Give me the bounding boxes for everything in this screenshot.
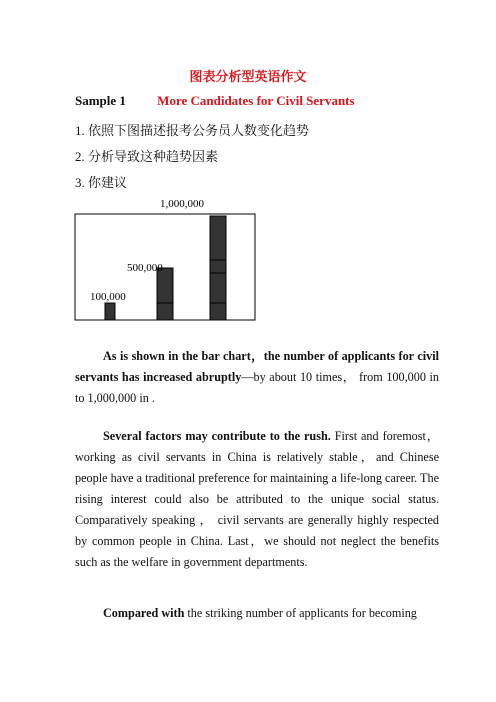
list-item: 1. 依照下图描述报考公务员人数变化趋势 [75,123,310,138]
document-title: 图表分析型英语作文 [189,69,307,84]
sample-title: More Candidates for Civil Servants [157,93,355,108]
list-item: 2. 分析导致这种趋势因素 [75,149,219,164]
bar [210,216,226,320]
paragraph-2-lead: Several factors may contribute to the rush. [103,429,331,443]
paragraph-1 [75,346,439,409]
data-label: 500,000 [127,262,163,274]
paragraph-3 [75,603,439,624]
sample-label: Sample 1 [75,93,126,108]
bar [105,303,115,320]
bar [157,268,173,320]
paragraph-3-lead: Compared with [103,606,185,620]
data-label: 1,000,000 [160,198,204,210]
paragraph-1-body: —by about 10 times， from 100,000 in to 1,000,000 in . [75,370,440,405]
data-label: 100,000 [90,291,126,303]
list-item: 3. 你建议 [75,175,128,190]
bar-chart [0,0,496,330]
paragraph-2 [75,426,439,573]
paragraph-3-body: the striking number of applicants for becoming [184,606,417,620]
paragraph-1-lead: As is shown in the bar chart，the number of applicants for civil servants has increased abruptly [75,349,439,384]
paragraph-2-body: First and foremost，working as civil servants in China is relatively stable，and Chinese people have a traditional preference for maintaining a life-long career. The rising interest could also be attributed to the unique social status. Comparatively speaking ， civil servants are generally highly respected by common people in China. Last，we should not neglect the benefits such as the welfare in government departments. [75,429,439,569]
